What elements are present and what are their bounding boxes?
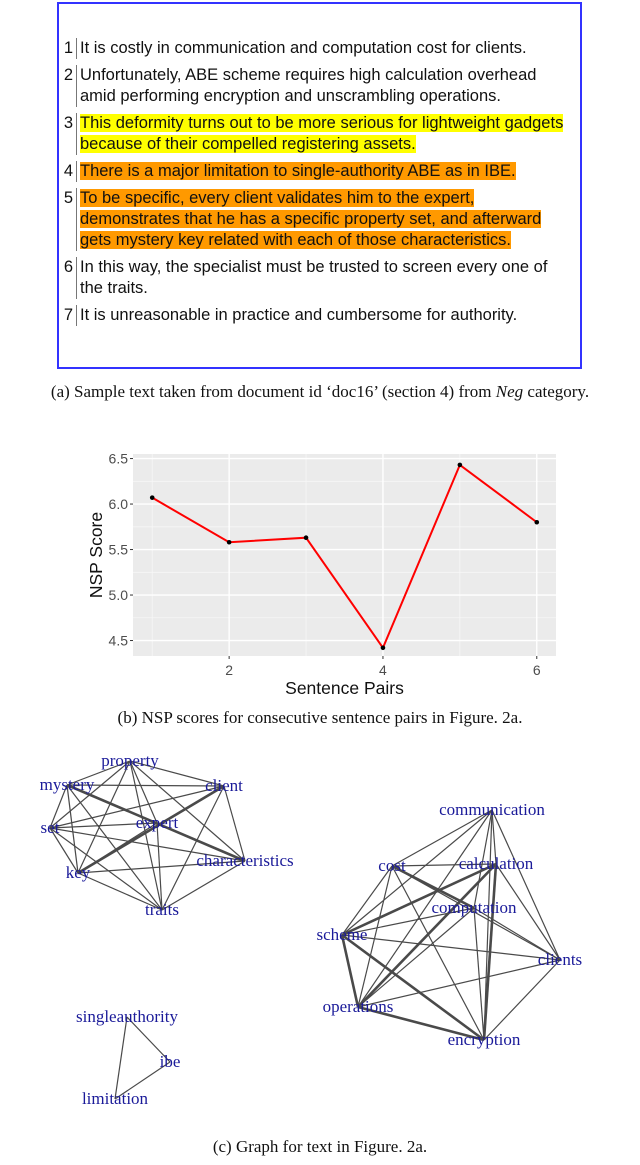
graph-node-singleauthority: singleauthority (76, 1007, 178, 1026)
data-point (227, 540, 232, 545)
data-point (150, 495, 155, 500)
data-point (458, 463, 463, 468)
sentence-text (76, 161, 580, 182)
graph-node-calculation: calculation (458, 854, 534, 873)
graph-edge (342, 935, 560, 960)
line-number: 6 (63, 258, 73, 276)
graph-node-encryption: encryption (447, 1030, 521, 1049)
graph-edge (224, 786, 245, 861)
sentence-line (59, 65, 580, 107)
line-number: 5 (63, 189, 73, 207)
graph-edge (115, 1017, 127, 1099)
graph-node-key: key (65, 863, 91, 882)
sentence-text (76, 305, 580, 326)
graph-node-cost: cost (378, 856, 406, 875)
highlighted-sentence-yellow: This deformity turns out to be more serious for lightweight gadgets because of their compelled registering assets. (80, 114, 564, 153)
y-tick-label: 6.5 (108, 450, 128, 467)
graph-edge (67, 785, 162, 910)
graph-node-set: set (40, 818, 60, 837)
sentence-content: It is costly in communication and computation cost for clients. (80, 39, 527, 57)
sample-text-box (57, 2, 582, 369)
caption-a-italic: Neg (495, 382, 524, 401)
y-tick-label: 5.5 (108, 541, 128, 558)
y-tick-label: 4.5 (108, 632, 128, 649)
sentence-line (59, 161, 580, 182)
word-graph (0, 730, 640, 1130)
highlighted-sentence-orange: To be specific, every client validates him to the expert, demonstrates that he has a specific property set, and afterward gets mystery key related with each of those characteristics. (80, 189, 542, 249)
line-number: 7 (63, 306, 73, 324)
plot-panel (133, 454, 556, 656)
graph-node-expert: expert (135, 813, 179, 832)
sentence-text (76, 188, 580, 251)
graph-edge (474, 908, 484, 1040)
caption-a (0, 382, 640, 402)
x-axis-label: Sentence Pairs (285, 678, 404, 698)
sentence-text (76, 38, 580, 59)
graph-node-computation: computation (431, 898, 517, 917)
data-point (534, 520, 539, 525)
sentence-line (59, 38, 580, 59)
line-number: 4 (63, 162, 73, 180)
graph-node-traits: traits (145, 900, 179, 919)
graph-node-scheme: scheme (316, 925, 368, 944)
y-tick-label: 5.0 (108, 587, 128, 604)
sentence-text (76, 65, 580, 107)
sentence-text (76, 257, 580, 299)
x-tick-label: 6 (532, 662, 541, 678)
y-axis-label: NSP Score (86, 511, 106, 599)
sentence-text (76, 113, 580, 155)
graph-node-limitation: limitation (81, 1089, 149, 1108)
sentence-content: Unfortunately, ABE scheme requires high calculation overhead amid performing encryption and unscrambling operations. (80, 66, 537, 105)
graph-node-communication: communication (439, 800, 545, 819)
graph-node-ibe: ibe (159, 1052, 181, 1071)
graph-edge (484, 960, 560, 1040)
line-number: 3 (63, 114, 73, 132)
sentence-line (59, 113, 580, 155)
numbered-sentence-list (59, 38, 580, 332)
line-number: 2 (63, 66, 73, 84)
sentence-line (59, 257, 580, 299)
graph-node-mystery: mystery (39, 775, 95, 794)
caption-a-suffix: category. (523, 382, 590, 401)
caption-b: (b) NSP scores for consecutive sentence pairs in Figure. 2a. (117, 708, 523, 727)
graph-node-clients: clients (537, 950, 583, 969)
caption-c: (c) Graph for text in Figure. 2a. (212, 1137, 428, 1156)
x-tick-label: 4 (379, 662, 387, 678)
data-point (304, 535, 309, 540)
y-tick-label: 6.0 (108, 496, 128, 513)
sentence-line (59, 305, 580, 326)
graph-node-client: client (205, 776, 243, 795)
graph-node-operations: operations (322, 997, 394, 1016)
graph-node-property: property (101, 751, 159, 770)
highlighted-sentence-orange: There is a major limitation to single-authority ABE as in IBE. (80, 162, 516, 180)
x-tick-label: 2 (225, 662, 234, 678)
sentence-content: In this way, the specialist must be trusted to screen every one of the traits. (80, 258, 548, 297)
graph-node-characteristics: characteristics (196, 851, 294, 870)
nsp-line-chart (0, 440, 640, 740)
caption-a-prefix: (a) Sample text taken from document id ‘doc16’ (section 4) from (50, 382, 496, 401)
data-point (381, 646, 386, 651)
graph-edge (492, 810, 560, 960)
line-number: 1 (63, 39, 73, 57)
sentence-line (59, 188, 580, 251)
graph-edge (358, 908, 474, 1007)
sentence-content: It is unreasonable in practice and cumbersome for authority. (80, 306, 518, 324)
